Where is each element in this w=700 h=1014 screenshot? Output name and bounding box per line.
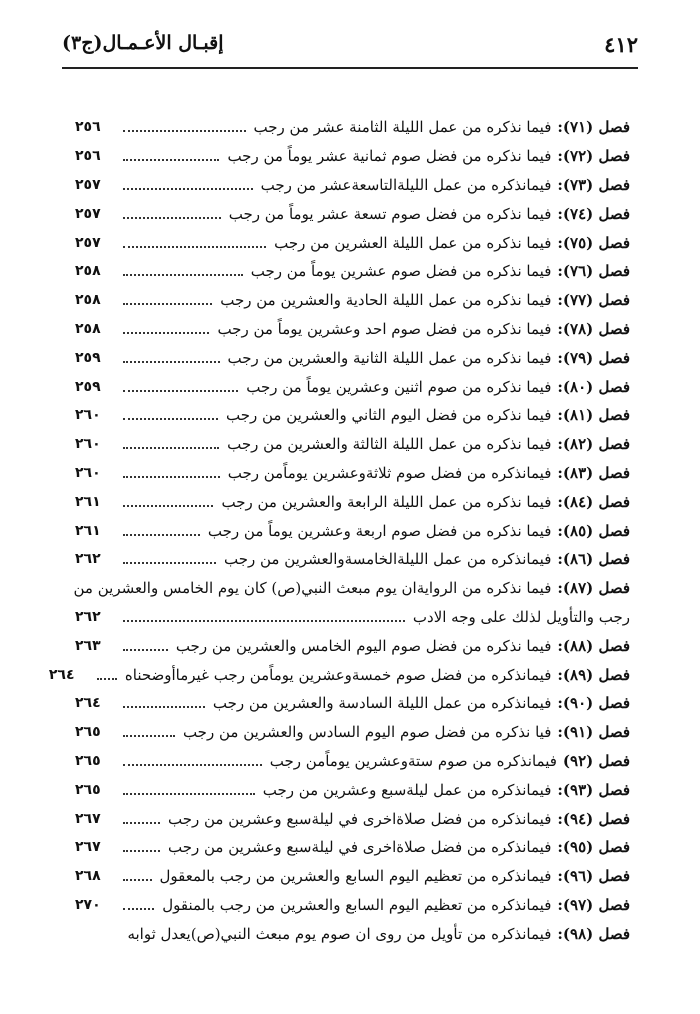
dot-leader bbox=[123, 764, 262, 766]
entry-label: فصل (٧٣): bbox=[557, 175, 630, 194]
dot-leader bbox=[123, 361, 220, 363]
entry-title: فيمانذكره من عمل الليلة السادسة والعشرين من رجب bbox=[212, 694, 552, 713]
entry-page: ٢٦٥ bbox=[75, 724, 101, 741]
entry-label: فصل (٧١): bbox=[557, 118, 630, 137]
toc-entry bbox=[75, 862, 630, 891]
entry-page: ٢٦٢ bbox=[75, 551, 101, 568]
entry-label: فصل (٨٠): bbox=[557, 377, 630, 396]
entry-title: فيمانذكره من عمل ليلةسبع وعشرين من رجب bbox=[262, 780, 552, 799]
toc-entry bbox=[75, 459, 630, 488]
entry-page: ٢٥٧ bbox=[75, 176, 101, 193]
toc-entry bbox=[75, 199, 630, 228]
toc-entry bbox=[75, 833, 630, 862]
entry-title: فيما نذكره من عمل الليلة الثالثة والعشرين من رجب bbox=[227, 435, 552, 454]
entry-title-line-1: فيما نذكره من الروايةان يوم مبعث النبي(ص) كان يوم الخامس والعشرين من bbox=[73, 579, 552, 598]
toc-entry bbox=[75, 113, 630, 142]
dot-leader bbox=[97, 678, 117, 680]
dot-leader bbox=[123, 303, 212, 305]
running-title: إقبـال الأعـمـال(ج٣) bbox=[62, 32, 224, 54]
entry-page: ٢٥٩ bbox=[75, 378, 101, 395]
entry-label: فصل (٧٢): bbox=[557, 147, 630, 166]
entry-page: ٢٥٨ bbox=[75, 292, 101, 309]
entry-title: فيما نذكره من عمل الليلة الرابعة والعشرين من رجب bbox=[221, 492, 552, 511]
entry-title: فيما نذكره من فضل اليوم الثاني والعشرين من رجب bbox=[225, 406, 552, 425]
entry-page: ٢٥٧ bbox=[75, 205, 101, 222]
entry-page: ٢٥٨ bbox=[75, 320, 101, 337]
dot-leader bbox=[123, 274, 243, 276]
toc-entry bbox=[75, 257, 630, 286]
entry-page: ٢٥٧ bbox=[75, 234, 101, 251]
dot-leader bbox=[123, 188, 253, 190]
dot-leader bbox=[123, 159, 219, 161]
dot-leader bbox=[123, 246, 266, 248]
entry-title: فيمانذكره من فضل صلاةاخرى في ليلةسبع وعشرين من رجب bbox=[167, 838, 552, 857]
toc-entry-98 bbox=[75, 919, 630, 948]
entry-label: فصل (٧٦): bbox=[557, 262, 630, 281]
dot-leader bbox=[123, 476, 220, 478]
entry-page: ٢٦٠ bbox=[75, 407, 101, 424]
dot-leader bbox=[123, 505, 213, 507]
dot-leader bbox=[123, 447, 219, 449]
dot-leader bbox=[123, 418, 218, 420]
entry-label: فصل (٩٥): bbox=[557, 838, 630, 857]
entry-title: فيمانذكره من فضل صوم خمسةوعشرين يوماًمن رجب غيرماأوضحناه bbox=[124, 665, 552, 684]
toc-entry bbox=[48, 660, 630, 689]
dot-leader bbox=[123, 735, 175, 737]
entry-page: ٢٦٨ bbox=[75, 868, 101, 885]
entry-page: ٢٦٥ bbox=[75, 752, 101, 769]
toc-entry-87 bbox=[75, 574, 630, 632]
toc-entry bbox=[75, 372, 630, 401]
entry-page: ٢٦٣ bbox=[75, 637, 101, 654]
page-header bbox=[62, 28, 638, 68]
toc-entry bbox=[75, 718, 630, 747]
dot-leader bbox=[123, 850, 160, 852]
toc-entry bbox=[75, 545, 630, 574]
toc-entry bbox=[75, 516, 630, 545]
entry-page: ٢٦٠ bbox=[75, 464, 101, 481]
entry-label: فصل (٩٦): bbox=[557, 867, 630, 886]
dot-leader bbox=[123, 908, 154, 910]
entry-title: فيما نذكره من فضل صوم احد وعشرين يوماً من رجب bbox=[217, 319, 552, 338]
entry-label: فصل (٨٨): bbox=[557, 636, 630, 655]
entry-label: فصل (٧٨): bbox=[557, 319, 630, 338]
toc-entry bbox=[75, 430, 630, 459]
entry-title: فيما نذكره من فضل صوم تسعة عشر يوماً من رجب bbox=[228, 204, 552, 223]
entry-page: ٢٧٠ bbox=[75, 896, 101, 913]
entry-title: فيمانذكره من عمل الليلةالتاسعةعشر من رجب bbox=[260, 175, 552, 194]
entry-title: فيما نذكره من فضل صوم اربعة وعشرين يوماً من رجب bbox=[207, 521, 552, 540]
entry-label: فصل (٨٥): bbox=[557, 521, 630, 540]
entry-label: فصل (٨٤): bbox=[557, 492, 630, 511]
entry-page: ٢٥٩ bbox=[75, 349, 101, 366]
entry-label: فصل (٧٧): bbox=[557, 291, 630, 310]
toc-entry bbox=[75, 315, 630, 344]
dot-leader bbox=[123, 706, 205, 708]
dot-leader bbox=[123, 562, 216, 564]
toc-entry bbox=[75, 804, 630, 833]
entry-title: فيمانذكره من فضل صوم ثلاثةوعشرين يوماًمن رجب bbox=[227, 463, 552, 482]
entry-label: فصل (٩١): bbox=[557, 723, 630, 742]
table-of-contents bbox=[48, 113, 630, 948]
header-rule bbox=[62, 67, 638, 69]
entry-title: فيمانذكره من تأويل من روى ان صوم يوم مبعث النبي(ص)يعدل ثوابه bbox=[127, 924, 552, 943]
entry-page: ٢٦٤ bbox=[75, 695, 101, 712]
entry-label: فصل (٩٤): bbox=[557, 809, 630, 828]
entry-title: فيمانذكره من تعظيم اليوم السابع والعشرين من رجب بالمنقول bbox=[162, 895, 552, 914]
entry-label: فصل (٩٧): bbox=[557, 895, 630, 914]
entry-label: فصل (٩٨): bbox=[557, 924, 630, 943]
dot-leader bbox=[123, 217, 221, 219]
entry-label: فصل (٩٣): bbox=[557, 780, 630, 799]
entry-title: فيما نذكره من فضل صوم ثمانية عشر يوماً من رجب bbox=[227, 147, 552, 166]
entry-title: فيما نذكره من عمل الليلة العشرين من رجب bbox=[274, 233, 552, 252]
toc-entry bbox=[75, 775, 630, 804]
toc-entry bbox=[75, 401, 630, 430]
toc-entry bbox=[75, 747, 630, 776]
entry-page: ٢٦٧ bbox=[75, 839, 101, 856]
dot-leader bbox=[123, 649, 168, 651]
entry-title: فيما نذكره من فضل صوم عشرين يوماً من رجب bbox=[250, 262, 552, 281]
dot-leader bbox=[123, 793, 255, 795]
page-number: ٤١٢ bbox=[604, 32, 638, 57]
toc-entry bbox=[75, 228, 630, 257]
entry-page: ٢٦٥ bbox=[75, 781, 101, 798]
toc-entry bbox=[75, 487, 630, 516]
entry-title: فيمانذكره من عمل الليلةالخامسةوالعشرين من رجب bbox=[223, 550, 552, 569]
entry-label: فصل (٩٢) bbox=[562, 751, 630, 770]
toc-entry bbox=[75, 343, 630, 372]
entry-title: فيمانذكره من فضل صلاةاخرى في ليلةسبع وعشرين من رجب bbox=[167, 809, 552, 828]
entry-title: فيما نذكره من عمل الليلة الحادية والعشرين من رجب bbox=[220, 291, 552, 310]
entry-label: فصل (٨٣): bbox=[557, 463, 630, 482]
dot-leader bbox=[123, 534, 200, 536]
dot-leader bbox=[123, 332, 209, 334]
toc-entry bbox=[75, 631, 630, 660]
entry-label: فصل (٨٢): bbox=[557, 435, 630, 454]
entry-title: فيما نذكره من فضل صوم اليوم الخامس والعشرين من رجب bbox=[175, 636, 552, 655]
entry-title: فيمانذكره من تعظيم اليوم السابع والعشرين من رجب بالمعقول bbox=[159, 867, 552, 886]
entry-title-line-2: رجب والتأويل لذلك على وجه الادب bbox=[412, 607, 630, 626]
toc-entry bbox=[75, 891, 630, 920]
entry-page: ٢٦٢ bbox=[75, 608, 101, 625]
dot-leader bbox=[123, 390, 238, 392]
toc-entry bbox=[75, 142, 630, 171]
entry-label: فصل (٧٥): bbox=[557, 233, 630, 252]
entry-page: ٢٦١ bbox=[75, 493, 101, 510]
entry-label: فصل (٧٩): bbox=[557, 348, 630, 367]
entry-title: فيمانذكره من صوم ستةوعشرين يوماًمن رجب bbox=[269, 751, 557, 770]
entry-page: ٢٥٦ bbox=[75, 119, 101, 136]
entry-label: فصل (٧٤): bbox=[557, 204, 630, 223]
entry-label: فصل (٨٦): bbox=[557, 550, 630, 569]
entry-page: ٢٥٦ bbox=[75, 148, 101, 165]
entry-label: فصل (٨٧): bbox=[557, 579, 630, 598]
entry-title: فيا نذكره من فضل صوم اليوم السادس والعشرين من رجب bbox=[182, 723, 552, 742]
entry-title: فيما نذكره من صوم اثنين وعشرين يوماً من رجب bbox=[246, 377, 552, 396]
toc-entry bbox=[75, 689, 630, 718]
entry-page: ٢٦٠ bbox=[75, 436, 101, 453]
entry-page: ٢٦٧ bbox=[75, 810, 101, 827]
dot-leader bbox=[123, 130, 246, 132]
dot-leader bbox=[123, 620, 405, 622]
dot-leader bbox=[123, 822, 160, 824]
entry-page: ٢٦١ bbox=[75, 522, 101, 539]
toc-entry bbox=[75, 171, 630, 200]
entry-title: فيما نذكره من عمل الليلة الثامنة عشر من رجب bbox=[253, 118, 552, 137]
toc-entry bbox=[75, 286, 630, 315]
entry-label: فصل (٨١): bbox=[557, 406, 630, 425]
dot-leader bbox=[123, 879, 152, 881]
entry-page: ٢٦٤ bbox=[48, 666, 75, 683]
entry-label: فصل (٩٠): bbox=[557, 694, 630, 713]
entry-label: فصل (٨٩): bbox=[557, 665, 630, 684]
entry-title: فيما نذكره من عمل الليلة الثانية والعشرين من رجب bbox=[227, 348, 552, 367]
entry-page: ٢٥٨ bbox=[75, 263, 101, 280]
